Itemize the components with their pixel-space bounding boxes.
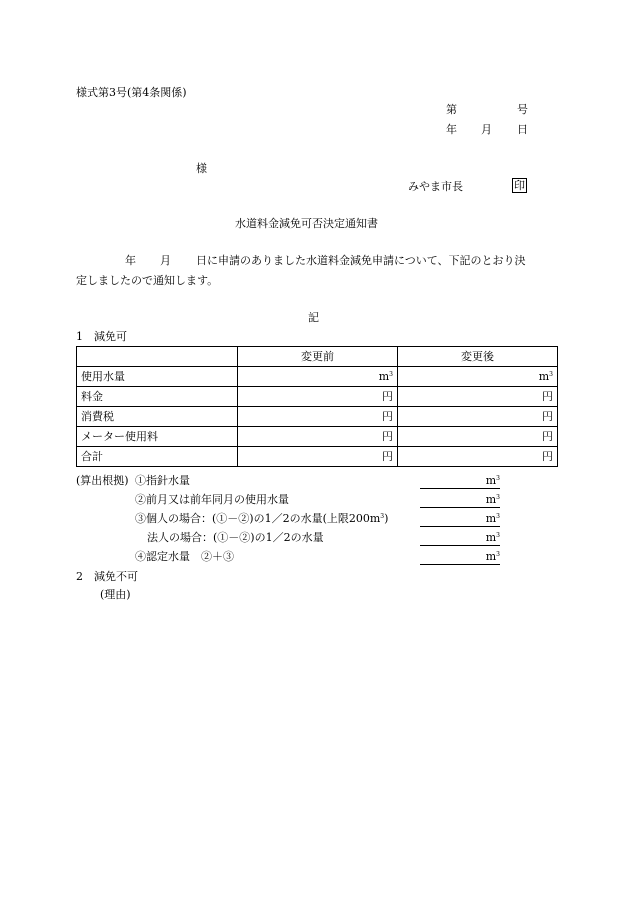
row-label: 消費税 bbox=[77, 407, 238, 427]
basis-value-blank: $m^3$ bbox=[420, 493, 500, 508]
basis-label: (算出根拠) bbox=[76, 474, 129, 487]
date-month: 月 bbox=[481, 123, 492, 136]
ki-heading: 記 bbox=[308, 311, 319, 324]
basis-value-blank: $m^3$ bbox=[420, 474, 500, 489]
date-day: 日 bbox=[517, 123, 528, 136]
after-cell: 円 bbox=[398, 427, 558, 447]
row-label: 合計 bbox=[77, 447, 238, 467]
row-label: 料金 bbox=[77, 387, 238, 407]
body-month: 月 bbox=[160, 254, 171, 267]
body-line1: 日に申請のありました水道料金減免申請について、下記のとおり決 bbox=[196, 254, 526, 267]
after-cell: 円 bbox=[398, 447, 558, 467]
before-cell: 円 bbox=[238, 447, 398, 467]
basis-value-blank: $m^3$ bbox=[420, 550, 500, 565]
table-header-cell: 変更前 bbox=[238, 347, 398, 367]
row-label: メーター使用料 bbox=[77, 427, 238, 447]
row-label: 使用水量 bbox=[77, 367, 238, 387]
addressee-honorific: 様 bbox=[196, 162, 207, 175]
basis-value-blank: $m^3$ bbox=[420, 531, 500, 546]
table-row bbox=[77, 367, 558, 387]
table-row bbox=[77, 427, 558, 447]
basis-item: ②前月又は前年同月の使用水量 bbox=[135, 493, 289, 506]
number-prefix: 第 bbox=[446, 103, 457, 116]
form-id: 様式第3号(第4条関係) bbox=[76, 86, 187, 99]
before-cell: $m^3$ bbox=[238, 367, 398, 387]
section1-heading: 1 減免可 bbox=[76, 330, 127, 343]
number-suffix: 号 bbox=[517, 103, 528, 116]
comparison-table bbox=[76, 346, 558, 467]
before-cell: 円 bbox=[238, 387, 398, 407]
basis-item: ①指針水量 bbox=[135, 474, 190, 487]
before-cell: 円 bbox=[238, 427, 398, 447]
basis-value-blank: $m^3$ bbox=[420, 512, 500, 527]
before-cell: 円 bbox=[238, 407, 398, 427]
after-cell: 円 bbox=[398, 387, 558, 407]
seal-mark bbox=[512, 179, 527, 193]
basis-item: ④認定水量 ②＋③ bbox=[135, 550, 234, 563]
after-cell: $m^3$ bbox=[398, 367, 558, 387]
date-year: 年 bbox=[446, 123, 457, 136]
table-row bbox=[77, 447, 558, 467]
table-row bbox=[77, 387, 558, 407]
document-title: 水道料金減免可否決定通知書 bbox=[235, 217, 378, 230]
body-year: 年 bbox=[125, 254, 136, 267]
body-line2: 定しましたので通知します。 bbox=[76, 274, 219, 287]
table-header-cell: 変更後 bbox=[398, 347, 558, 367]
table-header-row bbox=[77, 347, 558, 367]
reason-label: (理由) bbox=[100, 588, 131, 601]
table-header-cell bbox=[77, 347, 238, 367]
basis-item: ③個人の場合：(①－②)の1／2の水量(上限$200m^3$) bbox=[135, 512, 389, 525]
section2-heading: 2 減免不可 bbox=[76, 570, 138, 583]
seal-text: 印 bbox=[514, 179, 525, 192]
basis-item: 法人の場合：(①－②)の1／2の水量 bbox=[147, 531, 324, 544]
table-row bbox=[77, 407, 558, 427]
after-cell: 円 bbox=[398, 407, 558, 427]
issuer-name: みやま市長 bbox=[408, 180, 463, 193]
